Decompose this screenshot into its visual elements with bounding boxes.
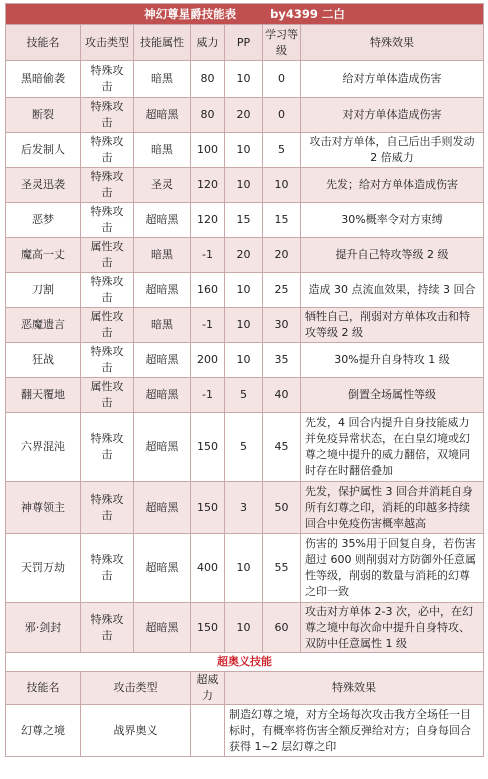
skill-power: 150: [191, 413, 225, 482]
skill-power: 150: [191, 482, 225, 534]
skill-power: -1: [191, 308, 225, 343]
skill-level: 35: [263, 343, 301, 378]
ultimate-section-title: 超奥义技能: [6, 653, 484, 672]
header-row: [6, 25, 484, 61]
skill-name: 恶魔遗言: [6, 308, 81, 343]
skill-name: 恶梦: [6, 203, 81, 238]
skill-effect: 牺牲自己，削弱对方单体攻击和特攻等级 2 级: [301, 308, 484, 343]
skill-name: 后发制人: [6, 133, 81, 168]
skill-type: 属性攻击: [81, 308, 134, 343]
skill-name: 圣灵迅袭: [6, 168, 81, 203]
skill-effect: 30%概率令对方束缚: [301, 203, 484, 238]
author-credit: by4399 二白: [270, 7, 345, 21]
skill-power: 160: [191, 273, 225, 308]
skill-row: [6, 238, 484, 273]
skill-type: 特殊攻击: [81, 133, 134, 168]
ultimate-header-row: [6, 672, 484, 705]
skill-row: [6, 603, 484, 653]
header-pp: PP: [225, 25, 263, 61]
skill-name: 神尊领主: [6, 482, 81, 534]
skill-row: [6, 413, 484, 482]
ult-header-effect: 特殊效果: [225, 672, 484, 705]
skill-row: [6, 273, 484, 308]
skill-row: [6, 482, 484, 534]
skill-pp: 10: [225, 534, 263, 603]
skill-type: 特殊攻击: [81, 61, 134, 98]
skill-level: 0: [263, 98, 301, 133]
skill-attr: 超暗黑: [134, 413, 191, 482]
skill-type: 属性攻击: [81, 238, 134, 273]
skill-type: 特殊攻击: [81, 534, 134, 603]
header-level: 学习等级: [263, 25, 301, 61]
skill-level: 55: [263, 534, 301, 603]
skill-name: 天罚万劫: [6, 534, 81, 603]
skill-power: 120: [191, 168, 225, 203]
skill-attr: 超暗黑: [134, 482, 191, 534]
ultimate-section-title-row: [6, 653, 484, 672]
skill-type: 特殊攻击: [81, 168, 134, 203]
skill-effect: 倒置全场属性等级: [301, 378, 484, 413]
ult-name: 幻尊之境: [6, 705, 81, 757]
skill-name: 狂战: [6, 343, 81, 378]
skill-pp: 5: [225, 413, 263, 482]
skill-name: 邪·剑封: [6, 603, 81, 653]
skill-type: 特殊攻击: [81, 482, 134, 534]
skill-effect: 先发，4 回合内提升自身技能威力并免疫异常状态，在白皇幻境或幻尊之境中提升的威力翻倍，双境同时存在时翻倍叠加: [301, 413, 484, 482]
skill-row: [6, 203, 484, 238]
skill-type: 特殊攻击: [81, 203, 134, 238]
skill-attr: 超暗黑: [134, 534, 191, 603]
skill-effect: 攻击对方单体，自己后出手则发动 2 倍威力: [301, 133, 484, 168]
skill-attr: 超暗黑: [134, 343, 191, 378]
skill-effect: 提升自己特攻等级 2 级: [301, 238, 484, 273]
skill-power: 400: [191, 534, 225, 603]
skill-level: 0: [263, 61, 301, 98]
skill-row: [6, 98, 484, 133]
table-title-row: [6, 4, 484, 25]
skill-power: 120: [191, 203, 225, 238]
skill-table-container: [5, 3, 483, 757]
skill-name: 魔高一丈: [6, 238, 81, 273]
ult-effect: 制造幻尊之境，对方全场每次攻击我方全场任一目标时，有概率将伤害全额反弹给对方；自身每回合获得 1~2 层幻尊之印: [225, 705, 484, 757]
skill-pp: 10: [225, 61, 263, 98]
skill-pp: 10: [225, 603, 263, 653]
skill-pp: 10: [225, 343, 263, 378]
skill-effect: 先发，保护属性 3 回合并消耗自身所有幻尊之印，消耗的印越多持续回合中免疫伤害概率越高: [301, 482, 484, 534]
ult-type: 战界奥义: [81, 705, 191, 757]
skill-row: [6, 133, 484, 168]
skill-attr: 圣灵: [134, 168, 191, 203]
skill-level: 25: [263, 273, 301, 308]
skill-row: [6, 308, 484, 343]
skill-pp: 10: [225, 273, 263, 308]
skill-pp: 20: [225, 238, 263, 273]
skill-name: 断裂: [6, 98, 81, 133]
skill-power: 100: [191, 133, 225, 168]
skill-power: -1: [191, 378, 225, 413]
skill-pp: 15: [225, 203, 263, 238]
skill-attr: 超暗黑: [134, 98, 191, 133]
skill-effect: 对对方单体造成伤害: [301, 98, 484, 133]
ult-header-name: 技能名: [6, 672, 81, 705]
skill-attr: 超暗黑: [134, 378, 191, 413]
skill-name: 刀割: [6, 273, 81, 308]
skill-power: 80: [191, 98, 225, 133]
skill-attr: 暗黑: [134, 308, 191, 343]
ult-power: [191, 705, 225, 757]
skill-row: [6, 61, 484, 98]
skill-attr: 暗黑: [134, 133, 191, 168]
skill-type: 特殊攻击: [81, 98, 134, 133]
skill-level: 5: [263, 133, 301, 168]
skill-effect: 伤害的 35%用于回复自身，若伤害超过 600 则削弱对方防御外任意属性等级，削弱的数量与消耗的幻尊之印一致: [301, 534, 484, 603]
skill-effect: 先发；给对方单体造成伤害: [301, 168, 484, 203]
skill-effect: 30%提升自身特攻 1 级: [301, 343, 484, 378]
skill-level: 20: [263, 238, 301, 273]
skill-power: 80: [191, 61, 225, 98]
skill-type: 特殊攻击: [81, 343, 134, 378]
skill-effect: 给对方单体造成伤害: [301, 61, 484, 98]
skill-pp: 5: [225, 378, 263, 413]
skill-effect: 攻击对方单体 2-3 次，必中，在幻尊之境中每次命中提升自身特攻、双防中任意属性 1 级: [301, 603, 484, 653]
skill-row: [6, 168, 484, 203]
header-power: 威力: [191, 25, 225, 61]
ultimate-row: [6, 705, 484, 757]
skill-type: 属性攻击: [81, 378, 134, 413]
skill-pp: 10: [225, 168, 263, 203]
skill-power: 200: [191, 343, 225, 378]
skill-name: 黑暗偷袭: [6, 61, 81, 98]
skill-name: 翻天覆地: [6, 378, 81, 413]
skill-power: -1: [191, 238, 225, 273]
skill-level: 40: [263, 378, 301, 413]
skill-level: 60: [263, 603, 301, 653]
ult-header-type: 攻击类型: [81, 672, 191, 705]
skill-type: 特殊攻击: [81, 603, 134, 653]
header-attr: 技能属性: [134, 25, 191, 61]
skill-pp: 10: [225, 308, 263, 343]
skill-row: [6, 378, 484, 413]
header-name: 技能名: [6, 25, 81, 61]
table-title: 神幻尊星爵技能表: [144, 7, 237, 21]
skill-level: 30: [263, 308, 301, 343]
skill-attr: 暗黑: [134, 238, 191, 273]
skill-effect: 造成 30 点流血效果，持续 3 回合: [301, 273, 484, 308]
skill-name: 六界混沌: [6, 413, 81, 482]
skill-power: 150: [191, 603, 225, 653]
header-effect: 特殊效果: [301, 25, 484, 61]
skill-type: 特殊攻击: [81, 413, 134, 482]
ult-header-power: 超威力: [191, 672, 225, 705]
skill-row: [6, 343, 484, 378]
skill-attr: 超暗黑: [134, 603, 191, 653]
header-type: 攻击类型: [81, 25, 134, 61]
skill-level: 45: [263, 413, 301, 482]
skill-pp: 20: [225, 98, 263, 133]
skill-pp: 3: [225, 482, 263, 534]
skill-level: 50: [263, 482, 301, 534]
skill-type: 特殊攻击: [81, 273, 134, 308]
skill-attr: 超暗黑: [134, 203, 191, 238]
skill-attr: 暗黑: [134, 61, 191, 98]
skill-attr: 超暗黑: [134, 273, 191, 308]
skill-pp: 10: [225, 133, 263, 168]
skill-table: [5, 3, 484, 757]
skill-row: [6, 534, 484, 603]
skill-level: 15: [263, 203, 301, 238]
skill-level: 10: [263, 168, 301, 203]
